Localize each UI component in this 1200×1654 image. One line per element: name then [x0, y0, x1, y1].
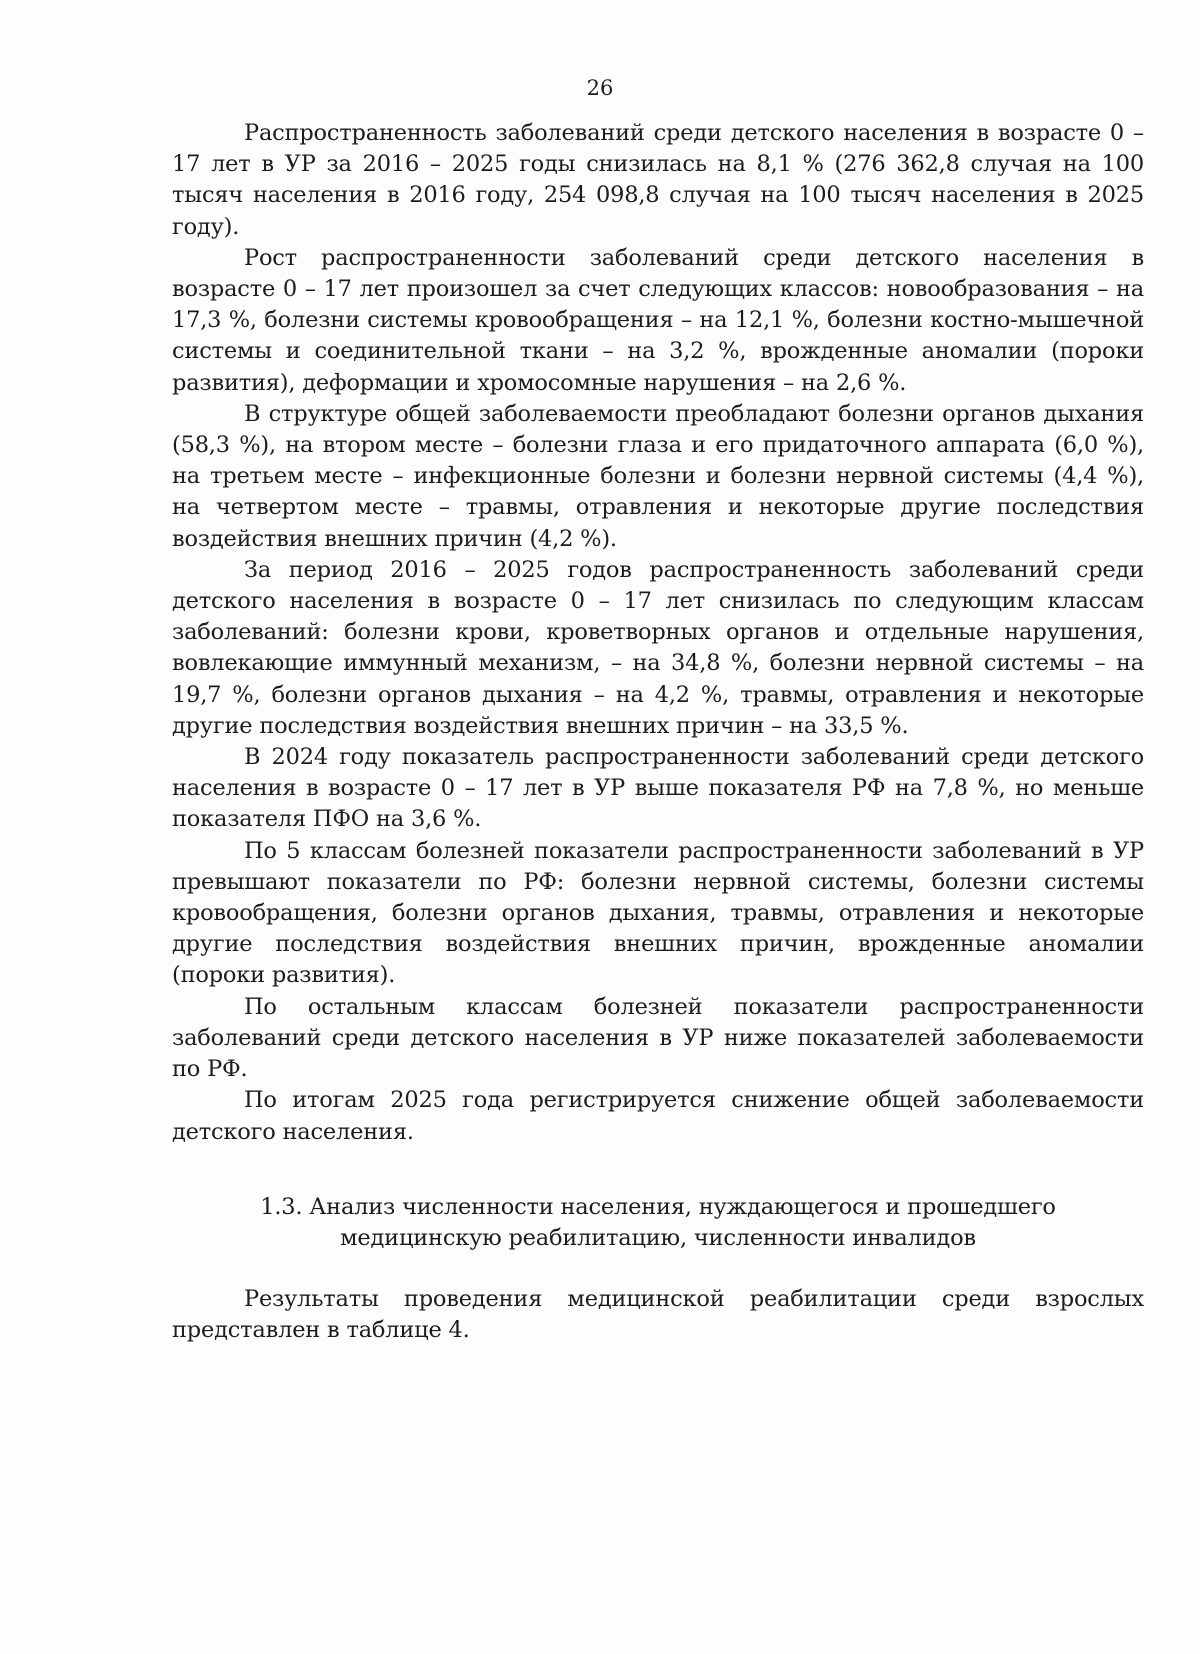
section-heading-line-1: 1.3. Анализ численности населения, нуждающегося и прошедшего [260, 1194, 1056, 1220]
page-number: 26 [586, 76, 614, 100]
paragraph-3: В структуре общей заболеваемости преобладают болезни органов дыхания (58,3 %), на втором месте – болезни глаза и его придаточного аппарата (6,0 %), на третьем месте – инфекционные болезни и болезни нервной системы (4,4 %), на четвертом месте – травмы, отравления и некоторые другие последствия воздействия внешних причин (4,2 %). [172, 400, 1144, 552]
closing-paragraph: Результаты проведения медицинской реабилитации среди взрослых представлен в таблице 4. [172, 1286, 1144, 1344]
paragraph-5: В 2024 году показатель распространенности заболеваний среди детского населения в возрасте 0 – 17 лет в УР выше показателя РФ на 7,8 %, но меньше показателя ПФО на 3,6 %. [172, 744, 1144, 833]
paragraph-1: Распространенность заболеваний среди детского населения в возрасте 0 – 17 лет в УР за 2016 – 2025 годы снизилась на 8,1 % (276 362,8 случая на 100 тысяч населения в 2016 году, 254 098,8 случая на 100 тысяч населения в 2025 году). [172, 120, 1144, 240]
paragraph-4: За период 2016 – 2025 годов распространенность заболеваний среди детского населения в возрасте 0 – 17 лет снизилась по следующим классам заболеваний: болезни крови, кроветворных органов и отдельные нарушения, вовлекающие иммунный механизм, – на 34,8 %, болезни нервной системы – на 19,7 %, болезни органов дыхания – на 4,2 %, травмы, отравления и некоторые другие последствия воздействия внешних причин – на 33,5 %. [172, 556, 1144, 739]
section-heading-line-2: медицинскую реабилитацию, численности инвалидов [340, 1225, 976, 1251]
body-text [172, 118, 1144, 1148]
paragraph-8: По итогам 2025 года регистрируется снижение общей заболеваемости детского населения. [172, 1087, 1144, 1145]
paragraph-2: Рост распространенности заболеваний среди детского населения в возрасте 0 – 17 лет произошел за счет следующих классов: новообразования – на 17,3 %, болезни системы кровообращения – на 12,1 %, болезни костно-мышечной системы и соединительной ткани – на 3,2 %, врожденные аномалии (пороки развития), деформации и хромосомные нарушения – на 2,6 %. [172, 244, 1144, 396]
paragraph-7: По остальным классам болезней показатели распространенности заболеваний среди детского населения в УР ниже показателей заболеваемости по РФ. [172, 993, 1144, 1083]
paragraph-6: По 5 классам болезней показатели распространенности заболеваний в УР превышают показатели по РФ: болезни нервной системы, болезни системы кровообращения, болезни органов дыхания, травмы, отравления и некоторые другие последствия воздействия внешних причин, врожденные аномалии (пороки развития). [172, 837, 1144, 989]
section-heading [172, 1192, 1144, 1254]
